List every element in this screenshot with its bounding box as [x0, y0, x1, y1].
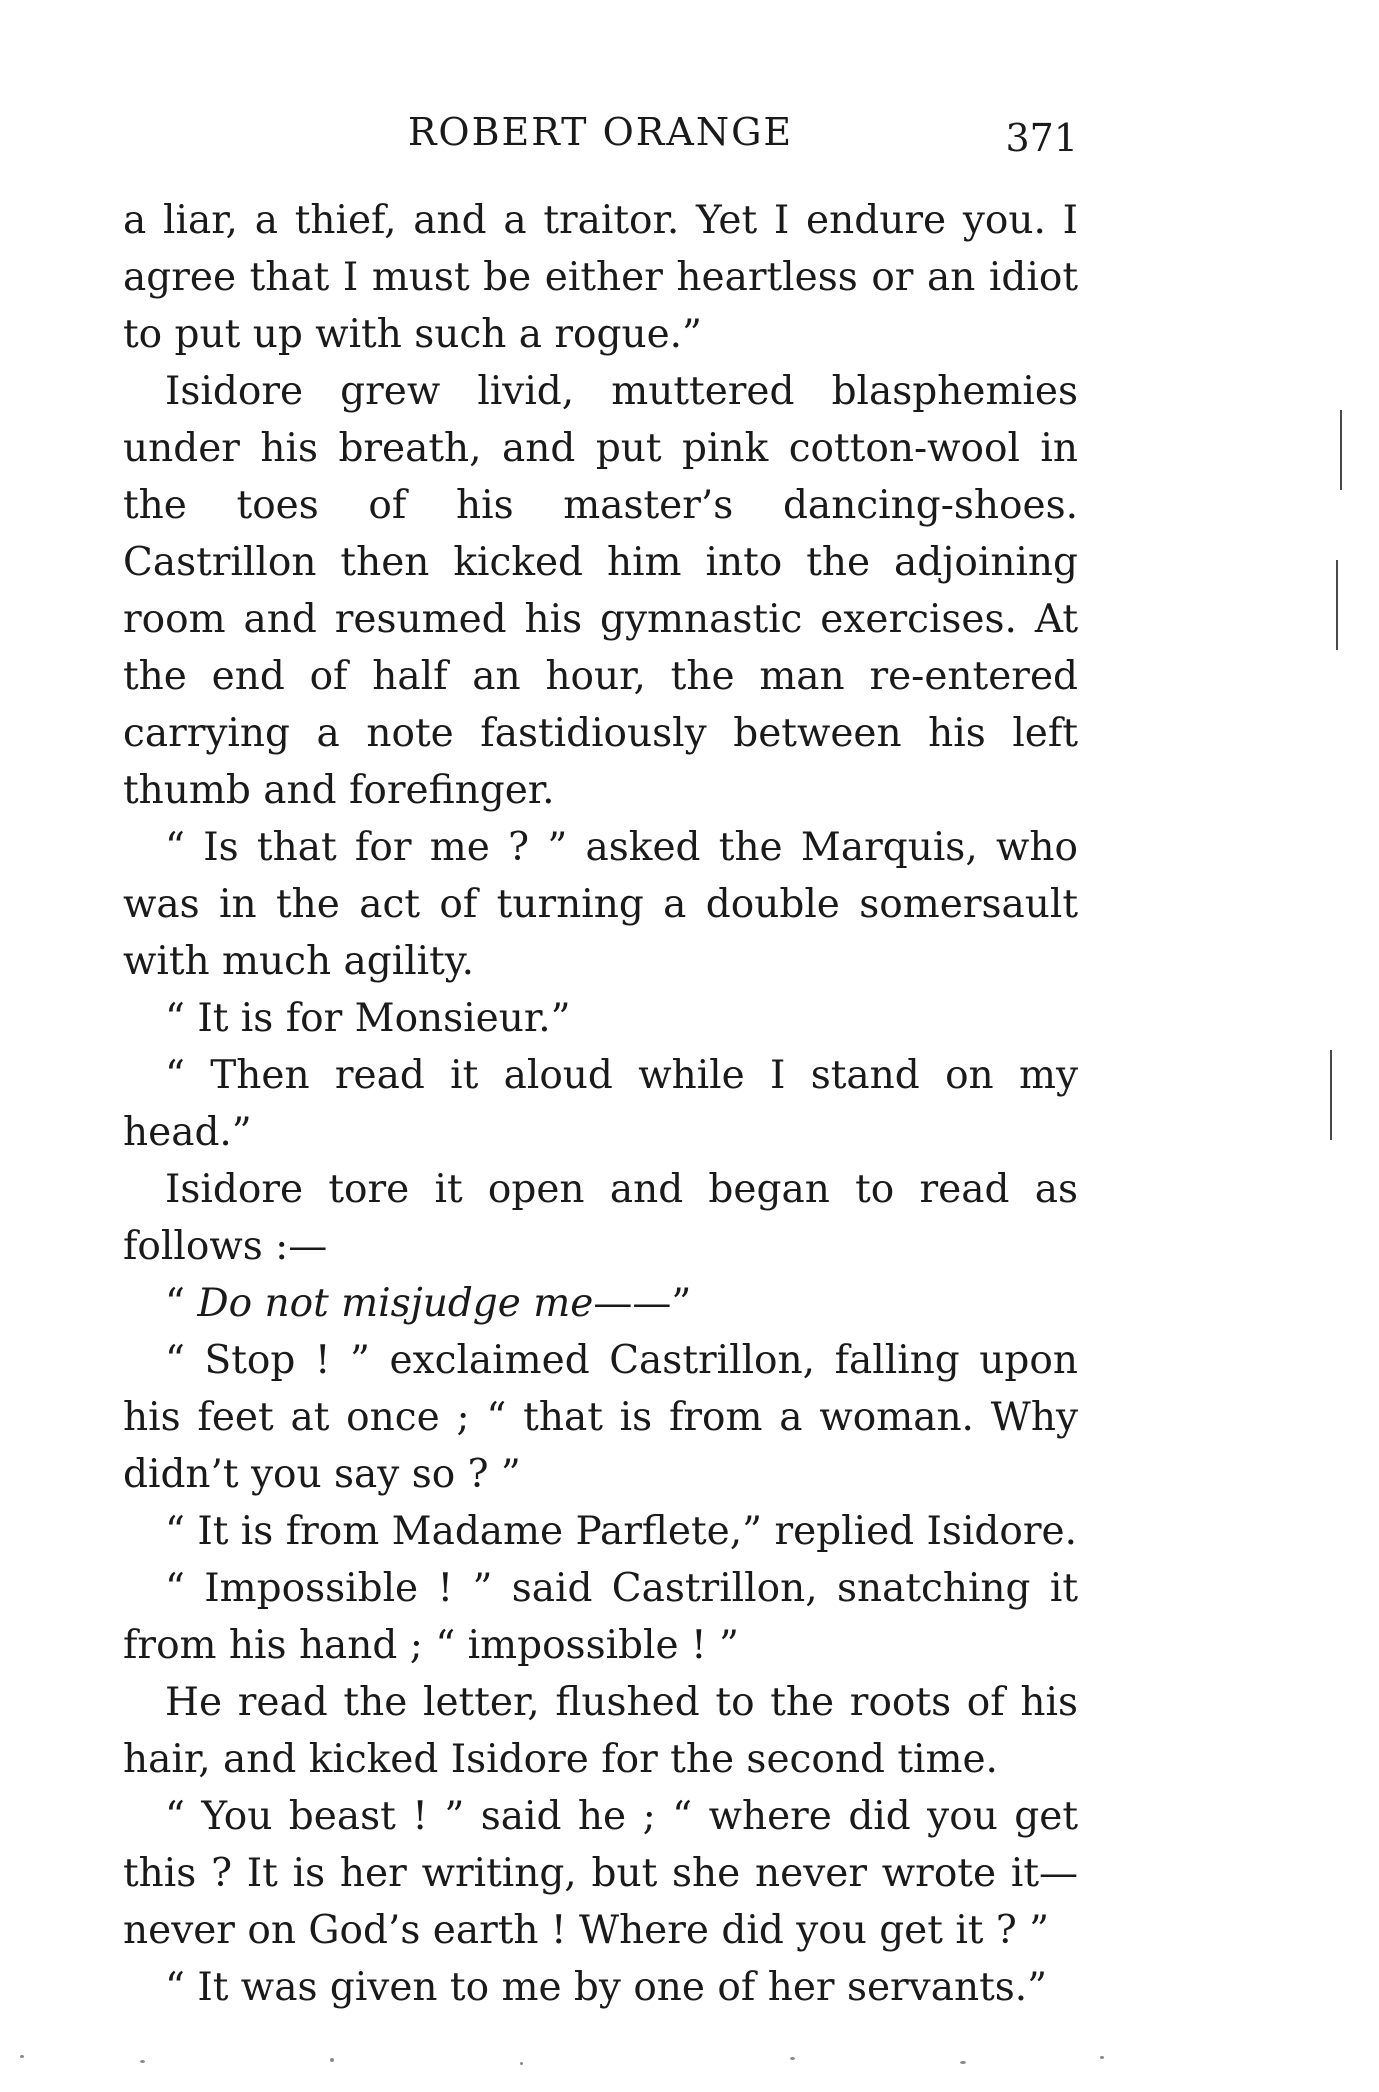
scan-edge-mark [1336, 560, 1338, 650]
letter-open-quote: “ [165, 1281, 198, 1326]
paragraph: Isidore tore it open and began to read as follows :— [123, 1167, 1078, 1269]
page-header [123, 110, 1078, 170]
body-text [123, 192, 1078, 2016]
scan-speckle [330, 2058, 334, 2062]
paragraph-letter-quote [123, 1275, 1078, 1332]
paragraph: “ It was given to me by one of her servants.” [165, 1965, 1048, 2010]
paragraph: “ It is for Monsieur.” [165, 996, 571, 1041]
scan-speckle [790, 2057, 795, 2060]
paragraph: “ Impossible ! ” said Castrillon, snatching it from his hand ; “ impossible ! ” [123, 1566, 1078, 1668]
running-head: ROBERT ORANGE [407, 110, 794, 154]
scan-edge-mark [1330, 1050, 1332, 1140]
scan-speckle [1100, 2056, 1104, 2059]
paragraph: “ Then read it aloud while I stand on my head.” [123, 1053, 1078, 1155]
paragraph: a liar, a thief, and a traitor. Yet I endure you. I agree that I must be either heartless or an idiot to put up with such a rogue.” [123, 198, 1078, 357]
letter-close-dash: ——” [593, 1281, 692, 1326]
paragraph: “ Is that for me ? ” asked the Marquis, who was in the act of turning a double somersault with much agility. [123, 825, 1078, 984]
paragraph: “ You beast ! ” said he ; “ where did you get this ? It is her writing, but she never wrote it—never on God’s earth ! Where did you get it ? ” [123, 1794, 1078, 1953]
scan-speckle [960, 2061, 966, 2064]
paragraph: He read the letter, flushed to the roots of his hair, and kicked Isidore for the second time. [123, 1680, 1078, 1782]
scan-speckle [520, 2062, 523, 2065]
page-number: 371 [1005, 116, 1078, 160]
letter-excerpt: Do not misjudge me [197, 1281, 594, 1326]
scan-speckle [140, 2060, 145, 2063]
paragraph: Isidore grew livid, muttered blasphemies under his breath, and put pink cotton-wool in the toes of his master’s dancing-shoes. Castrillon then kicked him into the adjoining room and resumed his gymnastic exercises. At the end of half an hour, the man re-entered carrying a note fastidiously between his left thumb and forefinger. [123, 369, 1078, 813]
scan-edge-mark [1340, 410, 1342, 490]
scan-speckle [20, 2055, 24, 2058]
paragraph: “ It is from Madame Parflete,” replied Isidore. [165, 1509, 1077, 1554]
paragraph: “ Stop ! ” exclaimed Castrillon, falling upon his feet at once ; “ that is from a woman. Why didn’t you say so ? ” [123, 1338, 1078, 1497]
